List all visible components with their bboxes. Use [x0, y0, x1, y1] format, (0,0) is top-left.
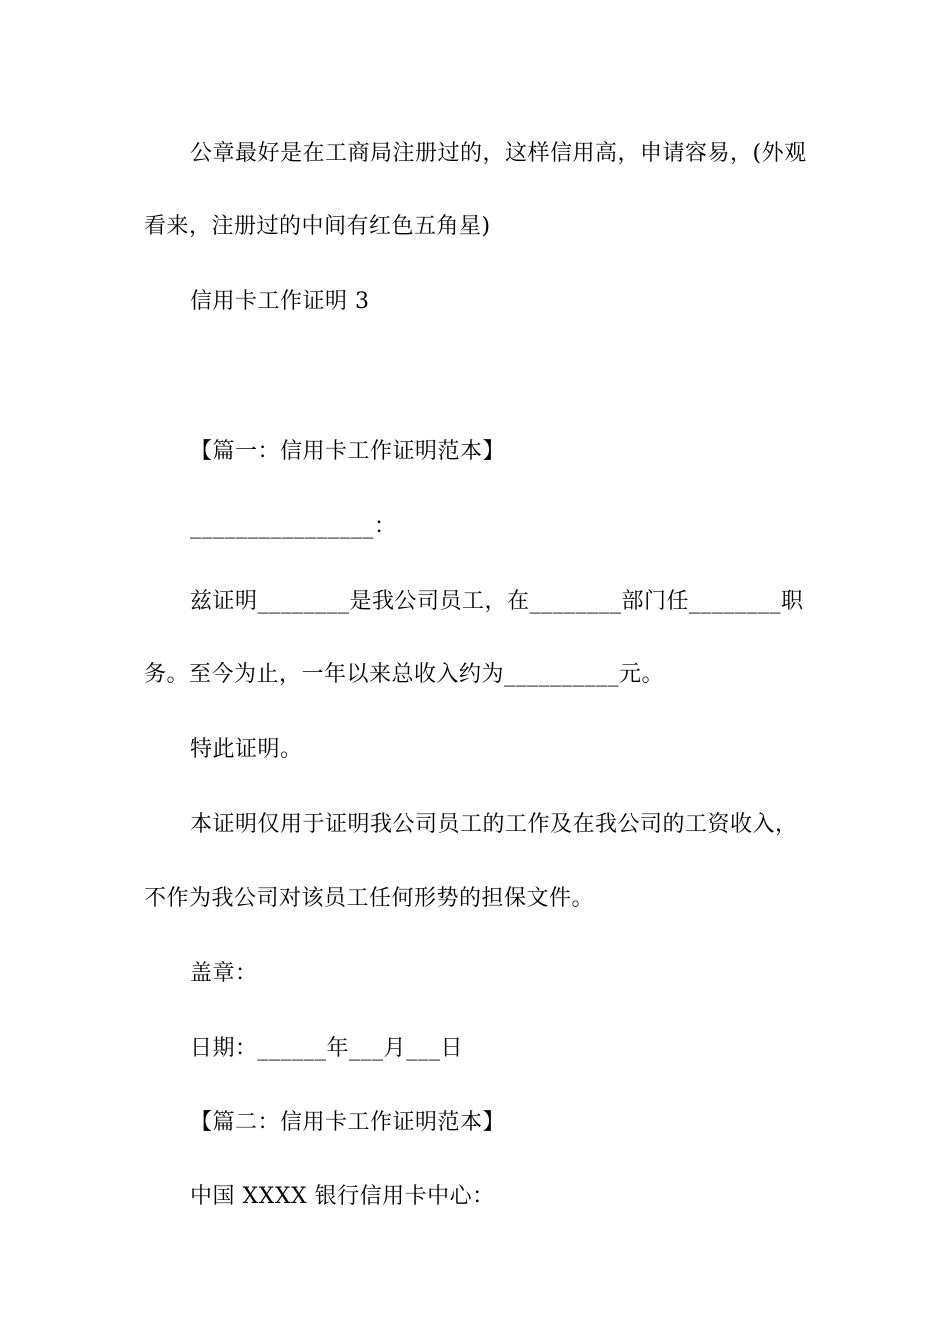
seal-label: 盖章： — [190, 961, 258, 986]
bank-addressee: 中国 XXXX 银行信用卡中心： — [190, 1184, 495, 1209]
disclaimer-line-1: 本证明仅用于证明我公司员工的工作及在我公司的工资收入， — [190, 812, 798, 837]
hereby-certify: 特此证明。 — [190, 737, 303, 762]
paragraph-seal-note-line-2: 看来，注册过的中间有红色五角星) — [144, 214, 491, 239]
certify-line-1: 兹证明________是我公司员工，在________部门任________职 — [190, 589, 804, 614]
template-heading-2: 【篇二：信用卡工作证明范本】 — [190, 1110, 506, 1135]
section-heading-3: 信用卡工作证明 3 — [190, 289, 370, 314]
certify-line-2: 务。至今为止，一年以来总收入约为__________元。 — [144, 662, 665, 687]
disclaimer-line-2: 不作为我公司对该员工任何形势的担保文件。 — [144, 886, 595, 911]
date-line: 日期：______年___月___日 — [190, 1036, 464, 1061]
paragraph-seal-note-line-1: 公章最好是在工商局注册过的，这样信用高，申请容易，(外观 — [190, 141, 807, 166]
template-heading-1: 【篇一：信用卡工作证明范本】 — [190, 439, 506, 464]
addressee-blank: ________________： — [190, 514, 397, 539]
